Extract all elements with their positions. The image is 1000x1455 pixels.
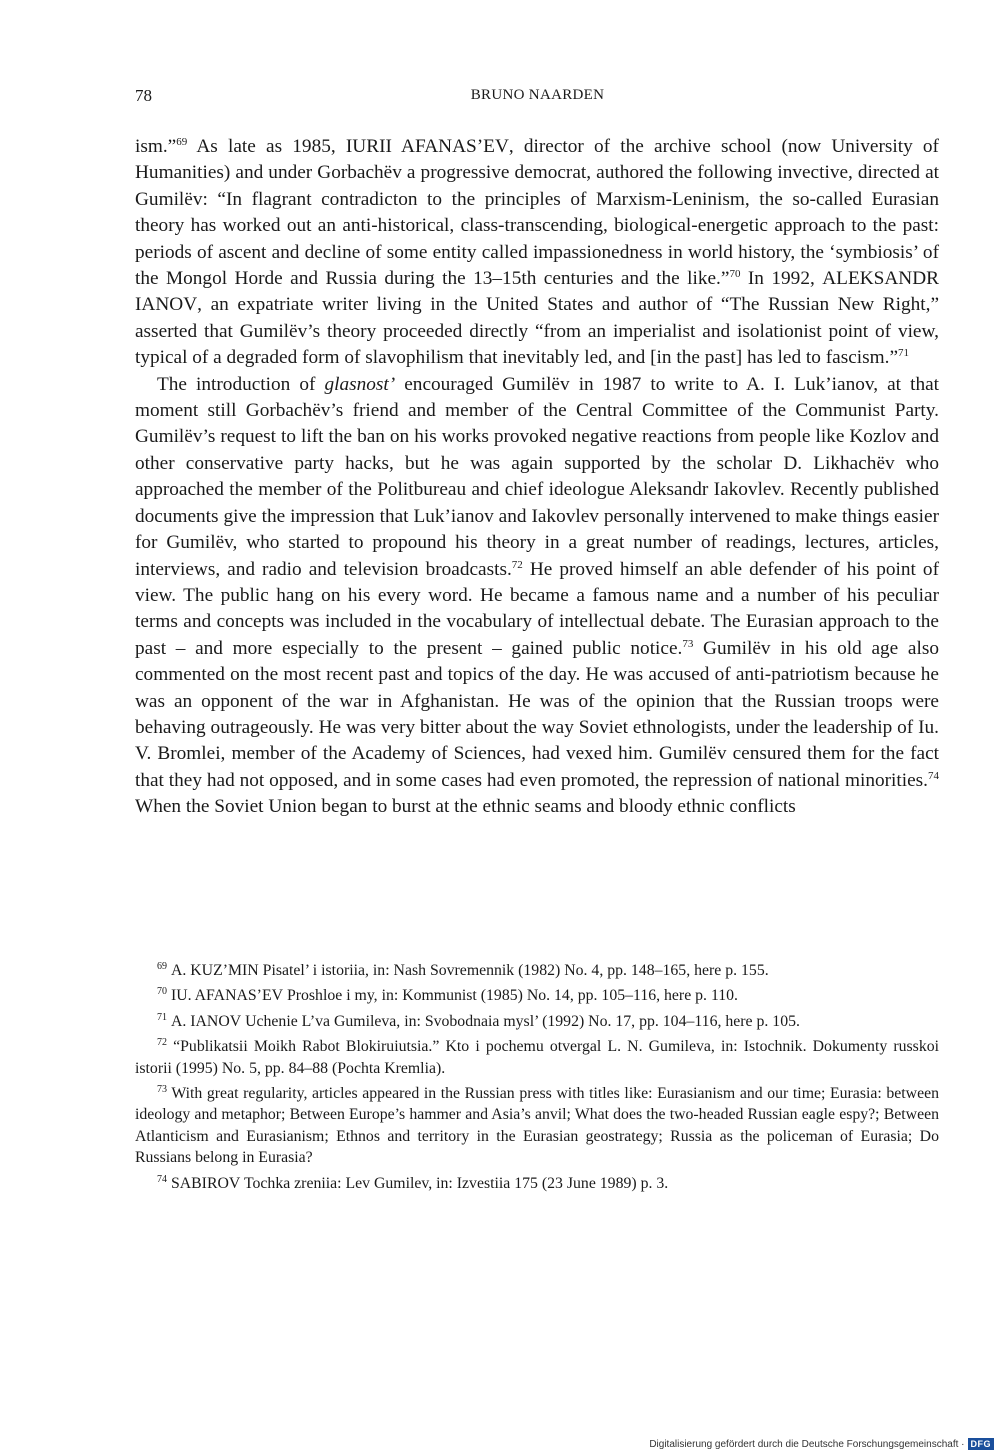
footnote-author: A. IANOV	[170, 1012, 242, 1030]
footnote-ref-73: 73	[682, 637, 694, 650]
page-number: 78	[135, 86, 152, 105]
footnote-text: Tochka zreniia: Lev Gumilev, in: Izvestiia 175 (23 June 1989) p. 3.	[240, 1174, 669, 1192]
digitization-credit	[649, 1438, 994, 1450]
footnote-text: Proshloe i my, in: Kommunist (1985) No. 14, pp. 105–116, here p. 110.	[283, 987, 739, 1005]
author-name: IURII AFANAS’EV	[345, 136, 509, 157]
text-run: Gumilëv in his old age also commented on the most recent past and topics of the day. He was accused of anti-patriotism because he was an opponent of the war in Afghanistan. He was of the opinion that the Russian troops were behaving outrageously. He was very bitter about the way Soviet ethnologists, under the leadership of Iu. V. Bromlei, member of the Academy of Sciences, had vexed him. Gumilëv censured them for the fact that they had not opposed, and in some cases had even promoted, the repression of national minorities.	[135, 637, 939, 791]
text-run: ism.”	[135, 136, 177, 157]
footnote-number: 69	[157, 961, 167, 972]
footnote-ref-71: 71	[898, 347, 910, 360]
running-head: BRUNO NAARDEN	[470, 87, 605, 103]
footnote-number: 70	[157, 986, 167, 998]
footnote-72	[135, 1036, 939, 1079]
footnote-ref-72: 72	[511, 558, 523, 571]
footnote-number: 71	[157, 1011, 167, 1023]
footnote-71	[135, 1011, 939, 1032]
footnote-ref-69: 69	[176, 136, 188, 148]
footnote-number: 73	[157, 1084, 167, 1096]
footnote-69	[135, 960, 939, 981]
footnote-number: 74	[157, 1173, 167, 1185]
paragraph-1	[135, 134, 939, 372]
footnote-author: IU. AFANAS’EV	[170, 987, 283, 1005]
author-name: ALEKSANDR IANOV	[135, 268, 940, 316]
footnote-ref-70: 70	[729, 268, 741, 281]
text-run: He proved himself an able defender of his point of view. The public hang on his every word. He became a famous name and a number of his peculiar terms and concepts was included in the vocabulary of intellectual debate. The Eurasian approach to the past – and more especially to the present – gained public notice.	[135, 558, 939, 659]
dfg-logo-icon: DFG	[968, 1438, 995, 1450]
paragraph-2	[135, 372, 939, 821]
footnote-number: 72	[157, 1037, 167, 1049]
text-run: , an expatriate writer living in the United States and author of “The Russian New Right,” asserted that Gumilëv’s theory proceeded directly “from an imperialist and isolationist point of view, typical of a degraded form of slavophilism that inevitably led, and [in the past] has led to fascism.”	[135, 294, 939, 369]
text-run: As late as 1985,	[187, 136, 346, 157]
footnote-text: “Publikatsii Moikh Rabot Blokiruiutsia.” Kto i pochemu otvergal L. N. Gumileva, in: Istochnik. Dokumenty russkoi istorii (1995) No. 5, pp. 84–88 (Pochta Kremlia).	[135, 1038, 939, 1077]
footnote-74	[135, 1173, 939, 1194]
text-run: The introduction of	[157, 373, 325, 395]
footnotes	[135, 960, 939, 1198]
text-run: , director of the archive school (now University of Humanities) and under Gorbachëv a progressive democrat, authored the following invective, directed at Gumilëv: “In flagrant contradicton to the principles of Marxism-Leninism, the so-called Eurasian theory has worked out an anti-historical, class-transcending, biological-energetic approach to the past: periods of ascent and decline of some entity called impassionedness in world history, the ‘symbiosis’ of the Mongol Horde and Russia during the 13–15th centuries and the like.”	[135, 136, 939, 290]
footnote-text: With great regularity, articles appeared in the Russian press with titles like: Eurasianism and our time; Eurasia: between ideology and metaphor; Between Europe’s hammer and Asia’s anvil; What does the two-headed Russian eagle espy?; Between Atlanticism and Eurasianism; Ethnos and territory in the Eurasian geostrategy; Russia as the policeman of Eurasia; Do Russians belong in Eurasia?	[135, 1085, 939, 1167]
footnote-ref-74: 74	[928, 769, 939, 782]
footnote-73	[135, 1083, 939, 1169]
main-text	[135, 134, 939, 821]
footnote-author: A. KUZ’MIN	[170, 962, 259, 979]
text-run: encouraged Gumilëv in 1987 to write to A. I. Luk’ianov, at that moment still Gorbachëv’s friend and member of the Central Committee of the Communist Party. Gumilëv’s request to lift the ban on his works provoked negative reactions from people like Kozlov and other conservative party hacks, but he was again supported by the scholar D. Likhachëv who approached the member of the Politbureau and chief ideologue Aleksandr Iakovlev. Recently published documents give the impression that Luk’ianov and Iakovlev personally intervened to make things easier for Gumilëv, who started to propound his theory in a great number of readings, lectures, articles, interviews, and radio and television broadcasts.	[135, 373, 940, 580]
text-run: In 1992,	[740, 268, 823, 290]
footnote-author: SABIROV	[170, 1174, 241, 1192]
page-header	[135, 86, 940, 114]
footnote-text: Pisatel’ i istoriia, in: Nash Sovremennik (1982) No. 4, pp. 148–165, here p. 155.	[258, 962, 769, 979]
glasnost-term: glasnost’	[324, 373, 396, 395]
text-run: When the Soviet Union began to burst at the ethnic seams and bloody ethnic conflicts	[135, 796, 796, 818]
footnote-text: Uchenie L’va Gumileva, in: Svobodnaia mysl’ (1992) No. 17, pp. 104–116, here p. 105.	[241, 1012, 800, 1030]
footnote-70	[135, 985, 939, 1006]
credit-text: Digitalisierung gefördert durch die Deutsche Forschungsgemeinschaft ·	[649, 1438, 965, 1450]
